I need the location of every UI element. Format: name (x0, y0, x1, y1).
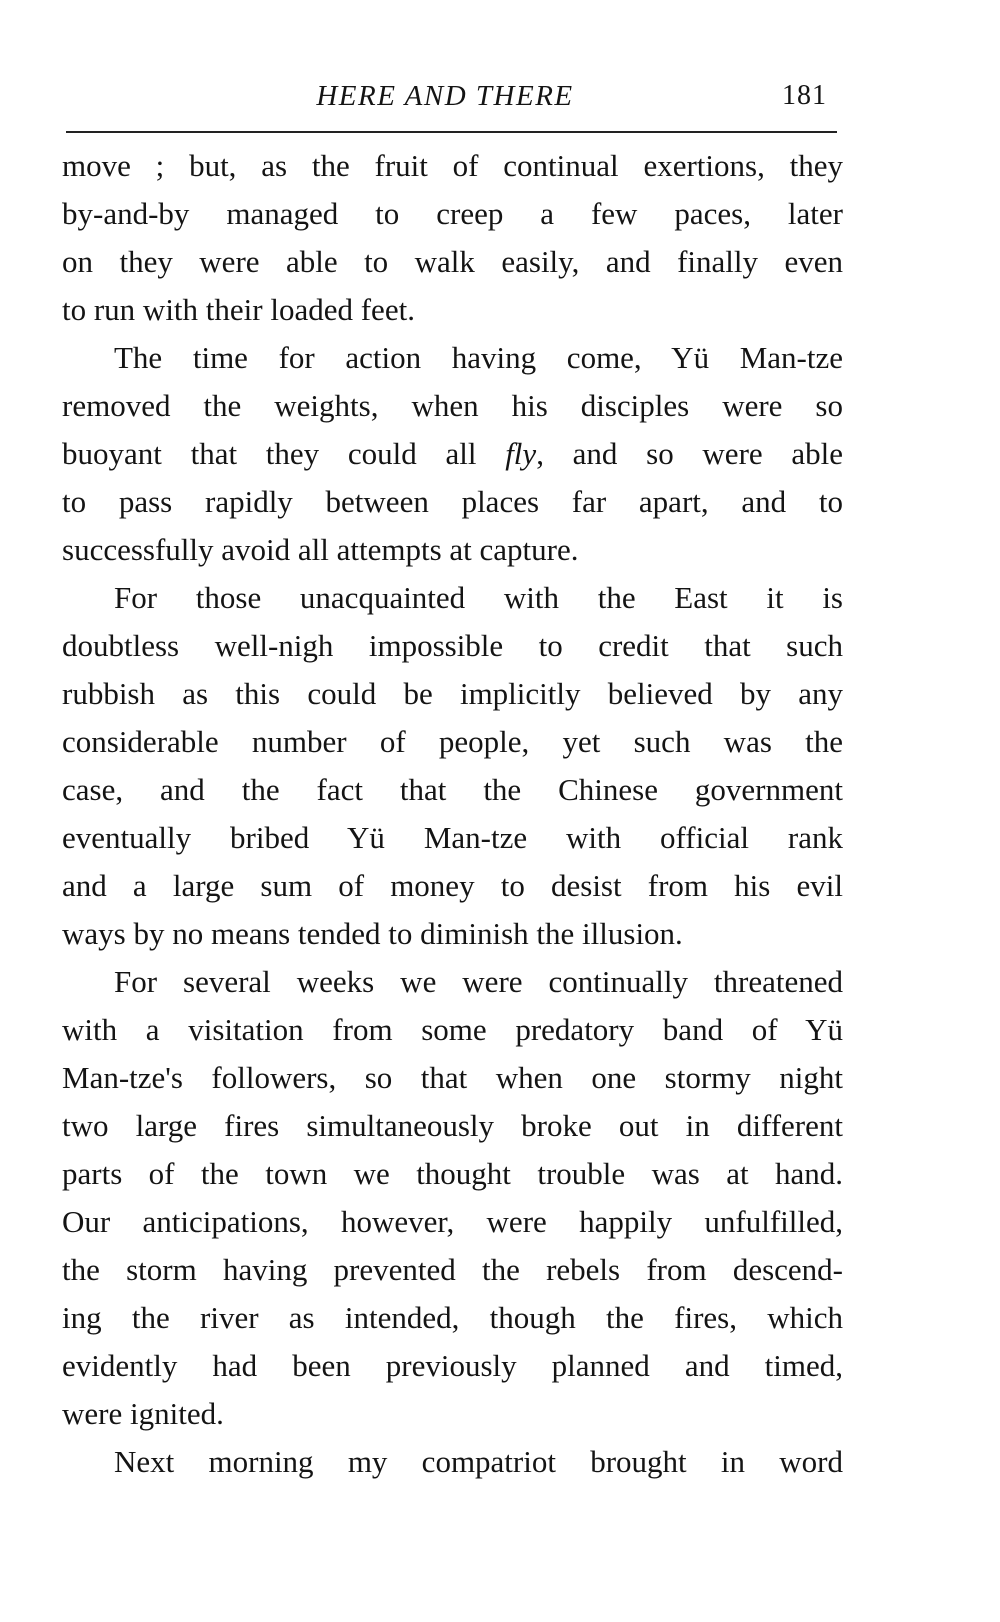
text-line: with a visitation from some predatory band of Yü (62, 1012, 843, 1047)
running-title: HERE AND THERE (316, 80, 574, 112)
text-line: The time for action having come, Yü Man-tze (114, 340, 843, 375)
text-line: and a large sum of money to desist from his evil (62, 868, 843, 903)
text-line: doubtless well-nigh impossible to credit that such (62, 628, 843, 663)
text-line: eventually bribed Yü Man-tze with official rank (62, 820, 843, 855)
text-line: on they were able to walk easily, and finally even (62, 244, 843, 279)
text-line: Man-tze's followers, so that when one stormy night (62, 1060, 843, 1095)
italic-word: fly (505, 436, 537, 471)
text-line: For those unacquainted with the East it is (114, 580, 843, 615)
text-line: the storm having prevented the rebels from descend- (62, 1252, 843, 1287)
text-line: move ; but, as the fruit of continual exertions, they (62, 148, 843, 183)
text-line: two large fires simultaneously broke out in different (62, 1108, 843, 1143)
text-line: to pass rapidly between places far apart, and to (62, 484, 843, 519)
text-line: For several weeks we were continually threatened (114, 964, 843, 999)
body-text (62, 142, 843, 1486)
text-line: successfully avoid all attempts at capture. (62, 532, 579, 567)
text-line: considerable number of people, yet such was the (62, 724, 843, 759)
text-line: removed the weights, when his disciples were so (62, 388, 843, 423)
text-fragment: , and so were able (536, 436, 843, 471)
text-fragment: buoyant that they could all (62, 436, 506, 471)
text-line: ways by no means tended to diminish the illusion. (62, 916, 683, 951)
text-line: rubbish as this could be implicitly believed by any (62, 676, 843, 711)
text-line: Our anticipations, however, were happily unfulfilled, (62, 1204, 843, 1239)
text-line: evidently had been previously planned and timed, (62, 1348, 843, 1383)
text-line: ing the river as intended, though the fires, which (62, 1300, 843, 1335)
text-line: to run with their loaded feet. (62, 292, 415, 327)
header-rule (66, 131, 837, 133)
text-line: case, and the fact that the Chinese government (62, 772, 843, 807)
text-line: by-and-by managed to creep a few paces, later (62, 196, 843, 231)
page-number: 181 (782, 80, 827, 111)
running-head (63, 76, 827, 116)
text-line: Next morning my compatriot brought in word (114, 1444, 843, 1479)
text-line-with-italic (62, 430, 843, 478)
text-line: parts of the town we thought trouble was at hand. (62, 1156, 843, 1191)
text-line: were ignited. (62, 1396, 224, 1431)
